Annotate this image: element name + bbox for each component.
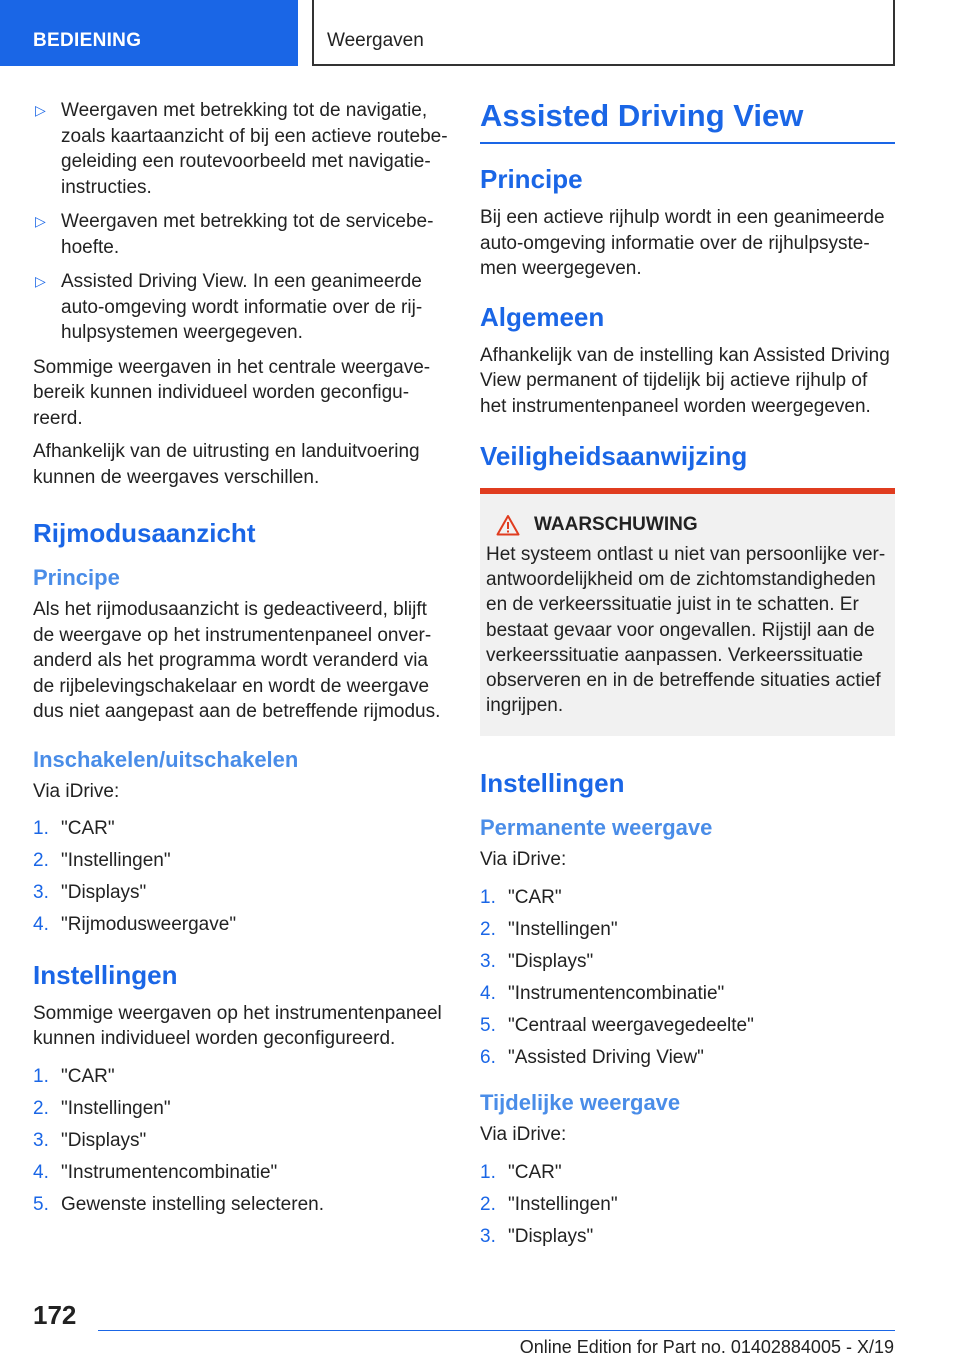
triangle-bullet-icon: ▷ (35, 273, 46, 289)
steps-list-permanent (480, 885, 895, 1071)
list-item: 3. "Displays" (33, 1129, 147, 1151)
paragraph: Afhankelijk van de uitrusting en landuitvoering kunnen de weergaves verschillen. (33, 441, 420, 488)
heading-rijmodusaanzicht: Rijmodusaanzicht (33, 518, 256, 548)
triangle-bullet-icon: ▷ (35, 213, 46, 229)
list-item: 2. "Instellingen" (33, 850, 171, 871)
warning-text: Het systeem ontlast u niet van persoonlijke verantwoordelijkheid om de zichtomstandigheden en de verkeerssituatie juist in te schatten. Er bestaat gevaar voor ongevallen. Rijstijl aan de verkeerssituatie aanpassen. Verkeerssituatie observeren en in de betreffende situaties actief ingrijpen. (486, 544, 886, 717)
triangle-bullet-icon: ▷ (35, 102, 46, 118)
list-item: ▷ Weergaven met betrekking tot de navigatie, zoals kaartaanzicht of bij een actieve routebegeleiding een routevoorbeeld met navigatie-instructies. (35, 100, 448, 198)
via-idrive-label: Via iDrive: (33, 780, 120, 802)
list-item: 6. "Assisted Driving View" (480, 1046, 704, 1068)
warning-box (480, 488, 895, 736)
heading-tijdelijke-weergave: Tijdelijke weergave (480, 1090, 681, 1116)
heading-instellingen: Instellingen (480, 768, 625, 799)
section-title: BEDIENING (33, 30, 142, 51)
list-item: 1. "CAR" (480, 1161, 562, 1183)
paragraph: Afhankelijk van de instelling kan Assisted Driving View permanent of tijdelijk bij actieve rijhulp of het instrumentenpaneel worden weergegeven. (480, 344, 890, 417)
via-idrive-label: Via iDrive: (480, 1124, 567, 1146)
via-idrive-label: Via iDrive: (480, 849, 567, 871)
paragraph: Sommige weergaven op het instrumentenpaneel kunnen individueel worden geconfigureerd. (33, 1002, 442, 1049)
list-item: 1. "CAR" (33, 818, 115, 839)
section-tab (0, 0, 298, 66)
chapter-heading: Assisted Driving View (480, 98, 895, 144)
steps-list-tijdelijk (480, 1160, 895, 1250)
warning-title: WAARSCHUWING (486, 514, 889, 536)
heading-permanente-weergave: Permanente weergave (480, 815, 713, 841)
steps-list-instellingen (33, 1064, 448, 1218)
edition-text: Online Edition for Part no. 01402884005 - X/19 (519, 1337, 894, 1357)
page-number: 172 (33, 1300, 77, 1330)
list-item: 2. "Instellingen" (480, 918, 618, 940)
paragraph: Bij een actieve rijhulp wordt in een geanimeerde auto-omgeving informatie over de rijhulpsystemen weergegeven. (480, 207, 885, 279)
list-item: ▷ Assisted Driving View. In een geanimeerde auto-omgeving wordt informatie over de rijhulpsystemen weergegeven. (35, 271, 423, 343)
paragraph: Als het rijmodusaanzicht is gedeactiveerd, blijft de weergave op het instrumentenpaneel onveranderd als het programma wordt veranderd via de rijbelevingschakelaar en wordt de weergave dus niet aangepast aan de betreffende rijmodus. (33, 599, 441, 722)
steps-list-rijmodus (33, 816, 448, 938)
paragraph: Sommige weergaven in het centrale weergavebereik kunnen individueel worden geconfigureerd. (33, 356, 431, 429)
heading-principe: Principe (33, 565, 120, 590)
heading-algemeen: Algemeen (480, 301, 605, 332)
heading-principe: Principe (480, 164, 583, 194)
list-item: ▷ Weergaven met betrekking tot de servicebehoefte. (35, 211, 434, 258)
right-column (480, 98, 895, 1259)
list-item: 3. "Displays" (33, 882, 147, 903)
list-item: 2. "Instellingen" (33, 1097, 171, 1119)
heading-veiligheidsaanwijzing: Veiligheidsaanwijzing (480, 441, 748, 471)
warning-triangle-icon (496, 514, 520, 536)
list-item: 4. "Instrumentencombinatie" (33, 1161, 278, 1183)
footer-divider (98, 1330, 895, 1331)
list-item: 4. "Instrumentencombinatie" (480, 982, 725, 1004)
heading-inschakelen: Inschakelen/uitschakelen (33, 746, 299, 772)
list-item: 3. "Displays" (480, 1225, 594, 1247)
list-item: 4. "Rijmodusweergave" (33, 914, 237, 935)
chapter-tab (312, 0, 895, 66)
list-item: 1. "CAR" (33, 1065, 115, 1087)
list-item: 5. Gewenste instelling selecteren. (33, 1193, 324, 1215)
intro-bullet-list (33, 98, 448, 346)
list-item: 3. "Displays" (480, 950, 594, 972)
left-column (33, 98, 448, 1227)
list-item: 5. "Centraal weergavegedeelte" (480, 1014, 754, 1036)
heading-instellingen: Instellingen (33, 959, 178, 990)
chapter-title: Weergaven (327, 30, 424, 51)
list-item: 2. "Instellingen" (480, 1193, 618, 1215)
list-item: 1. "CAR" (480, 886, 562, 908)
